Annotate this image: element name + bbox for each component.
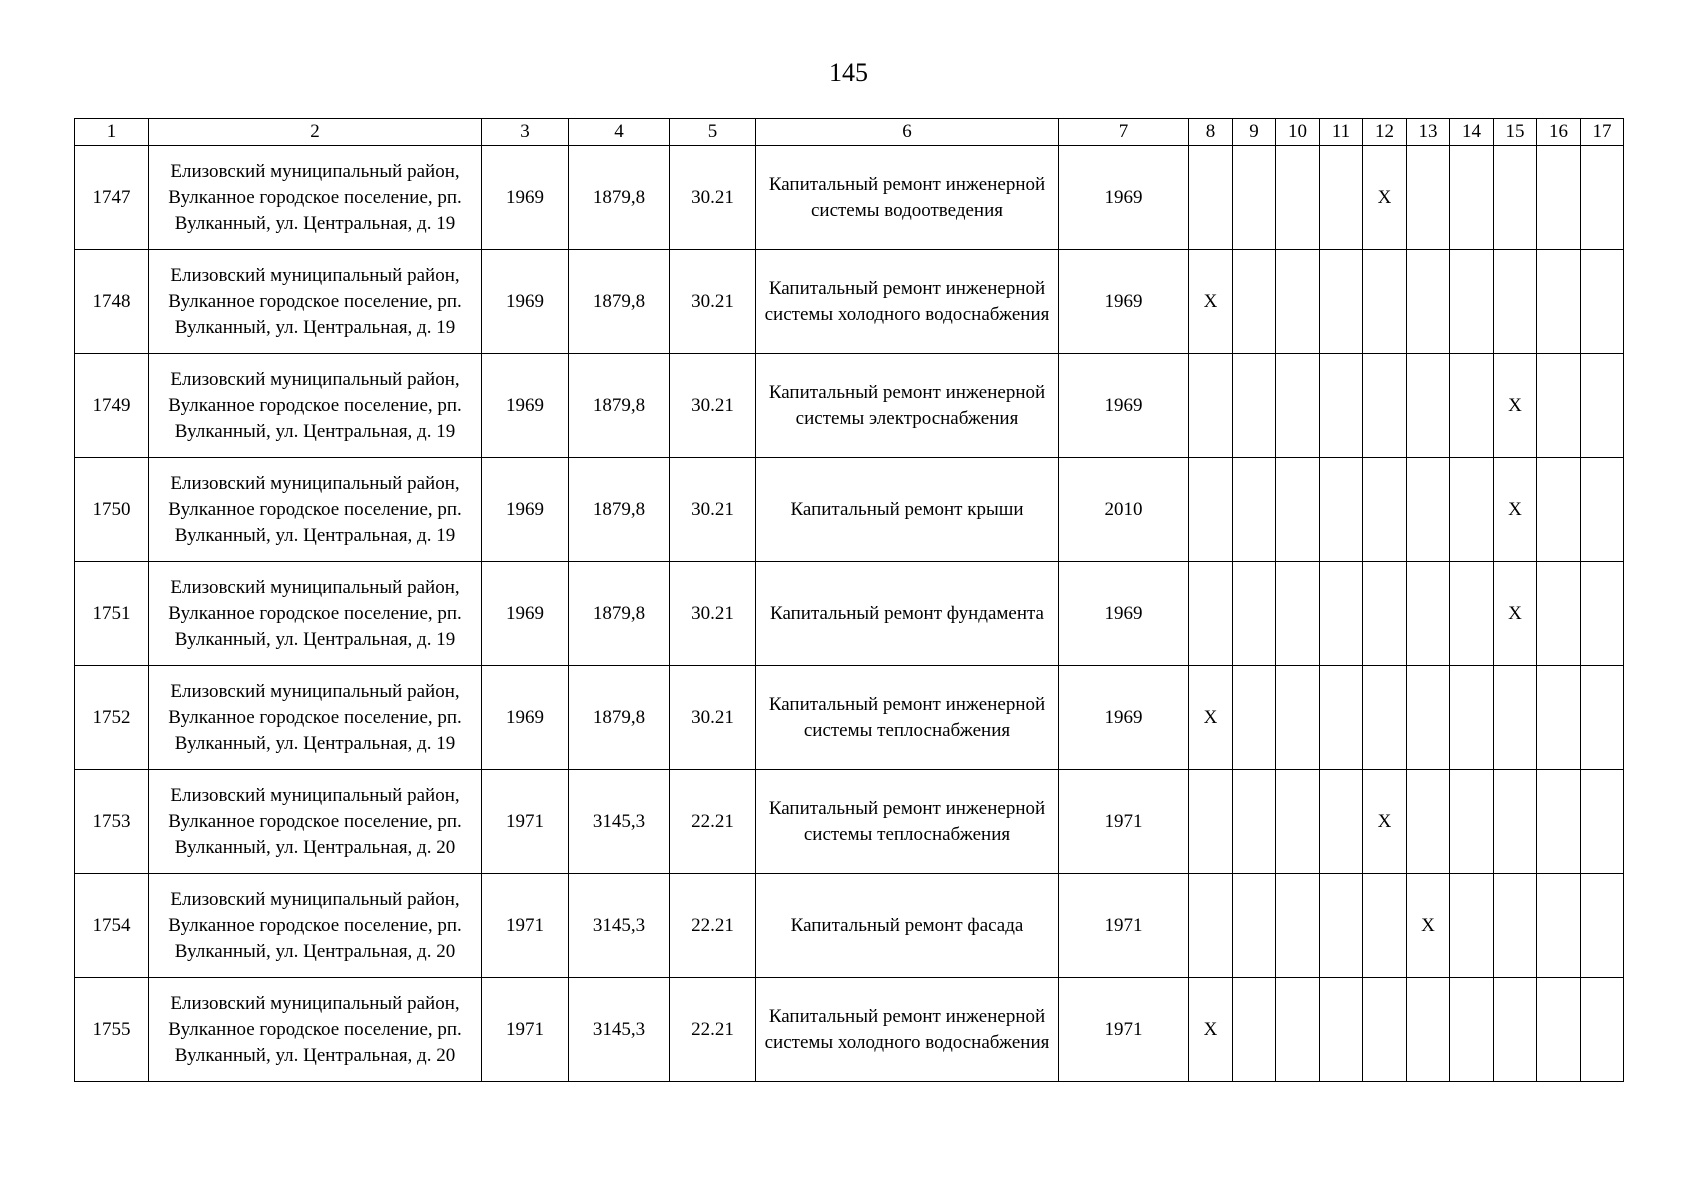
period-mark-cell: X: [1494, 458, 1537, 562]
last-repair-year-cell: 1971: [1059, 874, 1189, 978]
period-mark-cell: [1320, 978, 1363, 1082]
year-built-cell: 1971: [482, 874, 569, 978]
period-mark-cell: [1276, 666, 1320, 770]
year-built-cell: 1971: [482, 978, 569, 1082]
table-row: [75, 458, 1624, 562]
column-header: 12: [1363, 119, 1407, 146]
period-mark-cell: [1189, 874, 1233, 978]
column-header: 13: [1407, 119, 1450, 146]
period-mark-cell: [1537, 458, 1581, 562]
last-repair-year-cell: 1969: [1059, 354, 1189, 458]
period-mark-cell: [1581, 562, 1624, 666]
period-mark-cell: [1189, 562, 1233, 666]
area-cell: 1879,8: [569, 146, 670, 250]
period-mark-cell: [1537, 666, 1581, 770]
column-header: 10: [1276, 119, 1320, 146]
column-header: 14: [1450, 119, 1494, 146]
column-header: 2: [149, 119, 482, 146]
period-mark-cell: [1276, 874, 1320, 978]
period-mark-cell: [1537, 978, 1581, 1082]
column-header: 6: [756, 119, 1059, 146]
period-mark-cell: [1320, 146, 1363, 250]
period-mark-cell: [1450, 458, 1494, 562]
column-header: 8: [1189, 119, 1233, 146]
column-header: 17: [1581, 119, 1624, 146]
year-built-cell: 1969: [482, 146, 569, 250]
period-mark-cell: [1450, 978, 1494, 1082]
period-mark-cell: [1363, 666, 1407, 770]
wear-cell: 30.21: [670, 250, 756, 354]
last-repair-year-cell: 1969: [1059, 250, 1189, 354]
period-mark-cell: [1320, 250, 1363, 354]
wear-cell: 22.21: [670, 874, 756, 978]
area-cell: 1879,8: [569, 458, 670, 562]
row-number-cell: 1748: [75, 250, 149, 354]
period-mark-cell: [1407, 770, 1450, 874]
period-mark-cell: [1581, 354, 1624, 458]
period-mark-cell: [1363, 978, 1407, 1082]
work-type-cell: Капитальный ремонт инженерной системы теплоснабжения: [756, 770, 1059, 874]
table-body: [75, 146, 1624, 1082]
column-header: 7: [1059, 119, 1189, 146]
period-mark-cell: [1320, 354, 1363, 458]
area-cell: 1879,8: [569, 250, 670, 354]
period-mark-cell: [1581, 250, 1624, 354]
period-mark-cell: [1407, 562, 1450, 666]
period-mark-cell: X: [1363, 770, 1407, 874]
last-repair-year-cell: 1969: [1059, 666, 1189, 770]
area-cell: 1879,8: [569, 354, 670, 458]
period-mark-cell: [1407, 146, 1450, 250]
row-number-cell: 1755: [75, 978, 149, 1082]
period-mark-cell: X: [1189, 978, 1233, 1082]
year-built-cell: 1969: [482, 562, 569, 666]
last-repair-year-cell: 1971: [1059, 978, 1189, 1082]
column-header: 1: [75, 119, 149, 146]
period-mark-cell: [1450, 770, 1494, 874]
period-mark-cell: [1407, 354, 1450, 458]
period-mark-cell: [1276, 354, 1320, 458]
period-mark-cell: [1233, 978, 1276, 1082]
period-mark-cell: [1233, 250, 1276, 354]
period-mark-cell: [1407, 250, 1450, 354]
period-mark-cell: [1233, 354, 1276, 458]
period-mark-cell: [1189, 770, 1233, 874]
period-mark-cell: [1233, 562, 1276, 666]
last-repair-year-cell: 1969: [1059, 146, 1189, 250]
work-type-cell: Капитальный ремонт крыши: [756, 458, 1059, 562]
year-built-cell: 1969: [482, 250, 569, 354]
period-mark-cell: [1494, 770, 1537, 874]
period-mark-cell: [1450, 250, 1494, 354]
table-row: [75, 978, 1624, 1082]
period-mark-cell: [1537, 770, 1581, 874]
period-mark-cell: [1233, 666, 1276, 770]
column-header: 11: [1320, 119, 1363, 146]
year-built-cell: 1969: [482, 666, 569, 770]
table-row: [75, 250, 1624, 354]
row-number-cell: 1754: [75, 874, 149, 978]
period-mark-cell: [1276, 978, 1320, 1082]
period-mark-cell: [1276, 146, 1320, 250]
wear-cell: 30.21: [670, 562, 756, 666]
row-number-cell: 1749: [75, 354, 149, 458]
period-mark-cell: [1407, 458, 1450, 562]
period-mark-cell: [1581, 770, 1624, 874]
period-mark-cell: [1494, 874, 1537, 978]
period-mark-cell: [1363, 250, 1407, 354]
column-header: 16: [1537, 119, 1581, 146]
period-mark-cell: [1407, 666, 1450, 770]
period-mark-cell: [1581, 666, 1624, 770]
period-mark-cell: [1320, 458, 1363, 562]
page-number: 145: [829, 58, 868, 87]
period-mark-cell: [1537, 874, 1581, 978]
period-mark-cell: X: [1189, 666, 1233, 770]
period-mark-cell: [1233, 770, 1276, 874]
table-row: [75, 666, 1624, 770]
work-type-cell: Капитальный ремонт фасада: [756, 874, 1059, 978]
column-header: 3: [482, 119, 569, 146]
period-mark-cell: X: [1494, 354, 1537, 458]
work-type-cell: Капитальный ремонт инженерной системы холодного водоснабжения: [756, 250, 1059, 354]
column-number-row: [75, 119, 1624, 146]
column-header: 15: [1494, 119, 1537, 146]
year-built-cell: 1971: [482, 770, 569, 874]
period-mark-cell: [1494, 146, 1537, 250]
work-type-cell: Капитальный ремонт фундамента: [756, 562, 1059, 666]
period-mark-cell: [1189, 458, 1233, 562]
period-mark-cell: [1320, 770, 1363, 874]
period-mark-cell: [1276, 770, 1320, 874]
row-number-cell: 1751: [75, 562, 149, 666]
period-mark-cell: [1189, 146, 1233, 250]
address-cell: Елизовский муниципальный район, Вулканное городское поселение, рп. Вулканный, ул. Центральная, д. 20: [149, 770, 482, 874]
period-mark-cell: [1450, 874, 1494, 978]
area-cell: 1879,8: [569, 666, 670, 770]
year-built-cell: 1969: [482, 458, 569, 562]
period-mark-cell: [1320, 562, 1363, 666]
period-mark-cell: [1320, 874, 1363, 978]
period-mark-cell: [1537, 354, 1581, 458]
period-mark-cell: [1363, 354, 1407, 458]
area-cell: 1879,8: [569, 562, 670, 666]
address-cell: Елизовский муниципальный район, Вулканное городское поселение, рп. Вулканный, ул. Центральная, д. 19: [149, 250, 482, 354]
period-mark-cell: [1581, 978, 1624, 1082]
year-built-cell: 1969: [482, 354, 569, 458]
period-mark-cell: [1581, 458, 1624, 562]
wear-cell: 30.21: [670, 666, 756, 770]
period-mark-cell: [1320, 666, 1363, 770]
row-number-cell: 1752: [75, 666, 149, 770]
area-cell: 3145,3: [569, 770, 670, 874]
address-cell: Елизовский муниципальный район, Вулканное городское поселение, рп. Вулканный, ул. Центральная, д. 19: [149, 562, 482, 666]
column-header: 9: [1233, 119, 1276, 146]
wear-cell: 30.21: [670, 146, 756, 250]
period-mark-cell: X: [1407, 874, 1450, 978]
row-number-cell: 1747: [75, 146, 149, 250]
last-repair-year-cell: 2010: [1059, 458, 1189, 562]
period-mark-cell: [1276, 250, 1320, 354]
last-repair-year-cell: 1971: [1059, 770, 1189, 874]
period-mark-cell: [1494, 666, 1537, 770]
period-mark-cell: [1494, 250, 1537, 354]
work-type-cell: Капитальный ремонт инженерной системы электроснабжения: [756, 354, 1059, 458]
address-cell: Елизовский муниципальный район, Вулканное городское поселение, рп. Вулканный, ул. Центральная, д. 19: [149, 666, 482, 770]
wear-cell: 30.21: [670, 354, 756, 458]
address-cell: Елизовский муниципальный район, Вулканное городское поселение, рп. Вулканный, ул. Центральная, д. 19: [149, 458, 482, 562]
period-mark-cell: [1233, 146, 1276, 250]
table-row: [75, 354, 1624, 458]
repair-registry-table: [74, 118, 1624, 1082]
period-mark-cell: [1537, 562, 1581, 666]
period-mark-cell: [1494, 978, 1537, 1082]
period-mark-cell: [1233, 874, 1276, 978]
address-cell: Елизовский муниципальный район, Вулканное городское поселение, рп. Вулканный, ул. Центральная, д. 20: [149, 978, 482, 1082]
area-cell: 3145,3: [569, 978, 670, 1082]
period-mark-cell: [1537, 146, 1581, 250]
period-mark-cell: X: [1494, 562, 1537, 666]
last-repair-year-cell: 1969: [1059, 562, 1189, 666]
table-row: [75, 562, 1624, 666]
work-type-cell: Капитальный ремонт инженерной системы холодного водоснабжения: [756, 978, 1059, 1082]
period-mark-cell: [1581, 146, 1624, 250]
period-mark-cell: [1276, 458, 1320, 562]
period-mark-cell: [1189, 354, 1233, 458]
period-mark-cell: [1450, 146, 1494, 250]
period-mark-cell: [1537, 250, 1581, 354]
wear-cell: 22.21: [670, 978, 756, 1082]
column-header: 4: [569, 119, 670, 146]
wear-cell: 22.21: [670, 770, 756, 874]
period-mark-cell: [1363, 458, 1407, 562]
work-type-cell: Капитальный ремонт инженерной системы теплоснабжения: [756, 666, 1059, 770]
period-mark-cell: [1407, 978, 1450, 1082]
period-mark-cell: [1276, 562, 1320, 666]
period-mark-cell: [1233, 458, 1276, 562]
period-mark-cell: [1450, 666, 1494, 770]
address-cell: Елизовский муниципальный район, Вулканное городское поселение, рп. Вулканный, ул. Центральная, д. 20: [149, 874, 482, 978]
row-number-cell: 1753: [75, 770, 149, 874]
period-mark-cell: [1450, 354, 1494, 458]
work-type-cell: Капитальный ремонт инженерной системы водоотведения: [756, 146, 1059, 250]
period-mark-cell: [1581, 874, 1624, 978]
wear-cell: 30.21: [670, 458, 756, 562]
period-mark-cell: [1450, 562, 1494, 666]
area-cell: 3145,3: [569, 874, 670, 978]
address-cell: Елизовский муниципальный район, Вулканное городское поселение, рп. Вулканный, ул. Центральная, д. 19: [149, 354, 482, 458]
period-mark-cell: X: [1189, 250, 1233, 354]
table-row: [75, 770, 1624, 874]
period-mark-cell: X: [1363, 146, 1407, 250]
address-cell: Елизовский муниципальный район, Вулканное городское поселение, рп. Вулканный, ул. Центральная, д. 19: [149, 146, 482, 250]
column-header: 5: [670, 119, 756, 146]
table-row: [75, 874, 1624, 978]
period-mark-cell: [1363, 562, 1407, 666]
row-number-cell: 1750: [75, 458, 149, 562]
period-mark-cell: [1363, 874, 1407, 978]
table-row: [75, 146, 1624, 250]
